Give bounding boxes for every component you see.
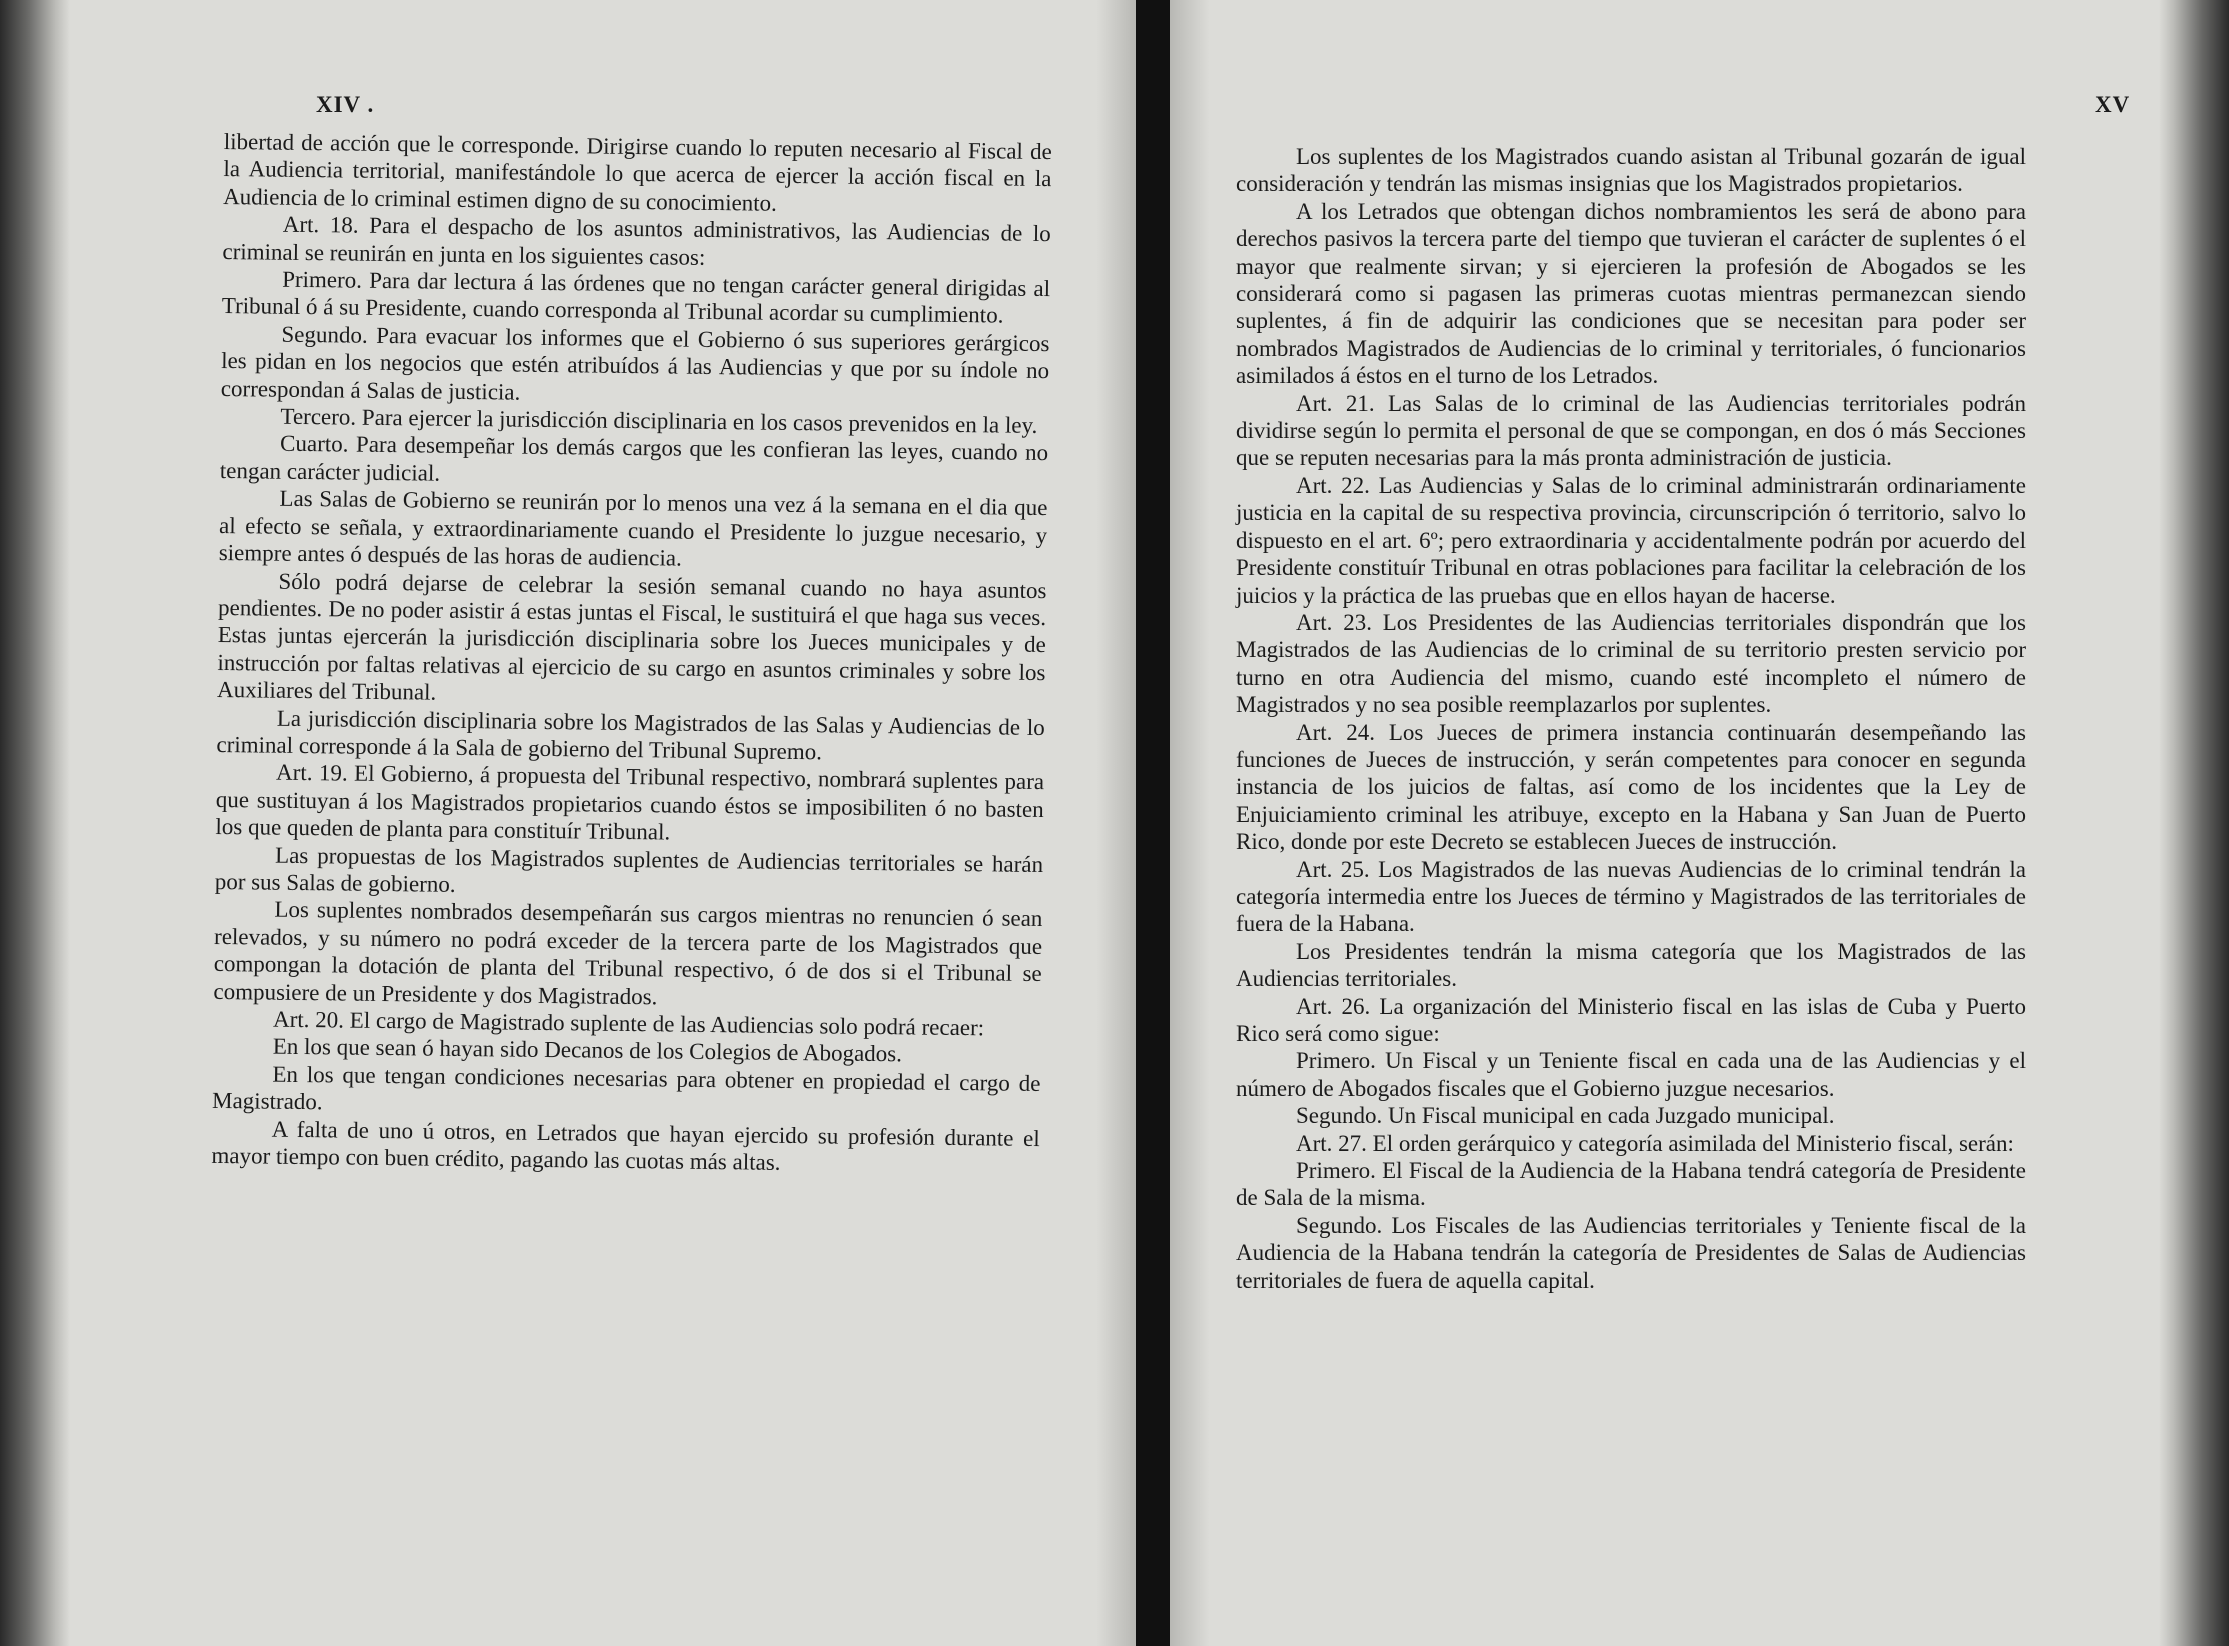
right-page-body (1236, 143, 2026, 1294)
paragraph: Art. 19. El Gobierno, á propuesta del Tribunal respectivo, nombrará suplentes para que sustituyan á los Magistrados propietarios cuando éstos se imposibiliten ó no basten los que queden de planta para constituír Tribunal. (215, 760, 1045, 845)
paragraph: Art. 26. La organización del Ministerio fiscal en las islas de Cuba y Puerto Rico será como sigue: (1236, 993, 2026, 1046)
paragraph: En los que sean ó hayan sido Decanos de los Colegios de Abogados. (272, 1034, 903, 1067)
paragraph: Segundo. Para evacuar los informes que el Gobierno ó sus superiores gerárgicos les pidan en los negocios que estén atribuídos á las Audiencias y que por su índole no correspondan á Salas de justicia. (220, 321, 1050, 405)
paragraph: Art. 23. Los Presidentes de las Audiencias territoriales dispondrán que los Magistrados de las Audiencias de lo criminal de su territorio presten servicio por turno en otra Audiencia del mismo, cuando esté incompleto el número de Magistrados y no sea posible reemplazarlos por suplentes. (1236, 609, 2026, 718)
paragraph: En los que tengan condiciones necesarias para obtener en propiedad el cargo de Magistrado. (211, 1061, 1041, 1115)
left-page-body (211, 128, 1052, 1179)
paragraph: A los Letrados que obtengan dichos nombramientos les será de abono para derechos pasivos la tercera parte del tiempo que tuvieran el carácter de suplentes ó el mayor que realmente sirvan; y si ejercieren la profesión de Abogados se les considerará como si pagasen las primeras cuotas mientras permanezcan siendo suplentes, á fin de adquirir las condiciones que se necesitan para poder ser nombrados Magistrados de Audiencias de lo criminal y territoriales, ó funcionarios asimilados á éstos en el turno de los Letrados. (1236, 198, 2026, 389)
right-gutter-shadow (1170, 0, 1210, 1646)
paragraph: Primero. Para dar lectura á las órdenes que no tengan carácter general dirigidas al Tribunal ó á su Presidente, cuando corresponda al Tribunal acordar su cumplimiento. (221, 266, 1051, 328)
right-page-edge (2159, 0, 2229, 1646)
paragraph: Los Presidentes tendrán la misma categoría que los Magistrados de las Audiencias territoriales. (1236, 938, 2026, 992)
paragraph: Sólo podrá dejarse de celebrar la sesión semanal cuando no haya asuntos pendientes. De no poder asistir á estas juntas el Fiscal, le sustituirá el que haga sus veces. Estas juntas ejercerán la jurisdicción disciplinaria sobre los Jueces municipales y de instrucción por faltas relativas al ejercicio de su cargo en asuntos criminales y sobre los Auxiliares del Tribunal. (216, 568, 1047, 705)
paragraph: Las propuestas de los Magistrados suplentes de Audiencias territoriales se harán por sus Salas de gobierno. (214, 842, 1044, 897)
paragraph: Las Salas de Gobierno se reunirán por lo menos una vez á la semana en el dia que al efecto se señala, y extraordinariamente cuando el Presidente lo juzgue necesario, y siempre antes ó después de las horas de audiencia. (218, 485, 1048, 571)
paragraph: Tercero. Para ejercer la jurisdicción disciplinaria en los casos prevenidos en la ley. (280, 403, 1038, 439)
paragraph: La jurisdicción disciplinaria sobre los Magistrados de las Salas y Audiencias de lo criminal corresponde á la Sala de gobierno del Tribunal Supremo. (216, 705, 1045, 765)
paragraph: Art. 27. El orden gerárquico y categoría asimilada del Ministerio fiscal, serán: (1296, 1130, 2014, 1156)
book-spine (1136, 0, 1170, 1646)
paragraph: Art. 25. Los Magistrados de las nuevas Audiencias de lo criminal tendrán la categoría intermedia entre los Jueces de término y Magistrados de las territoriales de fuera de la Habana. (1236, 856, 2026, 937)
paragraph: Segundo. Los Fiscales de las Audiencias territoriales y Teniente fiscal de la Audiencia de la Habana tendrán la categoría de Presidentes de Salas de Audiencias territoriales de fuera de aquella capital. (1236, 1212, 2026, 1293)
paragraph: libertad de acción que le corresponde. Dirigirse cuando lo reputen necesario al Fiscal de la Audiencia territorial, manifestándole lo que acerca de ejercer la acción fiscal en la Audiencia de lo criminal estimen digno de su conocimiento. (223, 128, 1052, 216)
paragraph: Primero. El Fiscal de la Audiencia de la Habana tendrá categoría de Presidente de Sala de la misma. (1236, 1158, 2026, 1211)
paragraph: Art. 21. Las Salas de lo criminal de las Audiencias territoriales podrán dividirse según lo permita el personal de que se compongan, en dos ó más Secciones que se reputen necesarias para la más pronta administración de justicia. (1236, 390, 2026, 471)
paragraph: Cuarto. Para desempeñar los demás cargos que les confieran las leyes, cuando no tengan carácter judicial. (219, 431, 1049, 486)
paragraph: Los suplentes de los Magistrados cuando asistan al Tribunal gozarán de igual consideración y tendrán las mismas insignias que los Magistrados propietarios. (1236, 144, 2026, 197)
paragraph: Segundo. Un Fiscal municipal en cada Juzgado municipal. (1296, 1103, 1835, 1129)
paragraph: Art. 20. El cargo de Magistrado suplente de las Audiencias solo podrá recaer: (272, 1006, 985, 1041)
paragraph: Art. 18. Para el despacho de los asuntos administrativos, las Audiencias de lo criminal se reunirán en junta en los siguientes casos: (222, 211, 1051, 270)
left-gutter-shadow (1096, 0, 1136, 1646)
paragraph: Los suplentes nombrados desempeñarán sus cargos mientras no renuncien ó sean relevados, y su número no podrá exceder de la tercera parte de los Magistrados que compongan la dotación de planta del Tribunal respectivo, ó de dos si el Tribunal se compusiere de un Presidente y dos Magistrados. (213, 897, 1043, 1009)
paragraph: A falta de uno ú otros, en Letrados que hayan ejercido su profesión durante el mayor tiempo con buen crédito, pagando las cuotas más altas. (211, 1116, 1040, 1175)
right-page-number: XV (2095, 92, 2131, 117)
paragraph: Primero. Un Fiscal y un Teniente fiscal en cada una de las Audiencias y el número de Abogados fiscales que el Gobierno juzgue necesarios. (1236, 1048, 2026, 1101)
paragraph: Art. 22. Las Audiencias y Salas de lo criminal administrarán ordinariamente justicia en la capital de su respectiva provincia, circunscripción ó territorio, salvo lo dispuesto en el art. 6º; pero extraordinaria y accidentalmente podrán por acuerdo del Presidente constituír Tribunal en otras poblaciones para facilitar la celebración de los juicios y la práctica de las pruebas que en ellos hayan de hacerse. (1236, 472, 2026, 608)
right-page (1170, 0, 2229, 1646)
paragraph: Art. 24. Los Jueces de primera instancia continuarán desempeñando las funciones de Jueces de instrucción, y serán competentes para conocer en segunda instancia de los juicios de faltas, así como de los incidentes que la Ley de Enjuiciamiento criminal les atribuye, excepto en la Habana y San Juan de Puerto Rico, donde por este Decreto se establecen Jueces de instrucción. (1236, 719, 2026, 855)
left-page-edge (0, 0, 70, 1646)
left-page-number: XIV . (316, 92, 375, 117)
